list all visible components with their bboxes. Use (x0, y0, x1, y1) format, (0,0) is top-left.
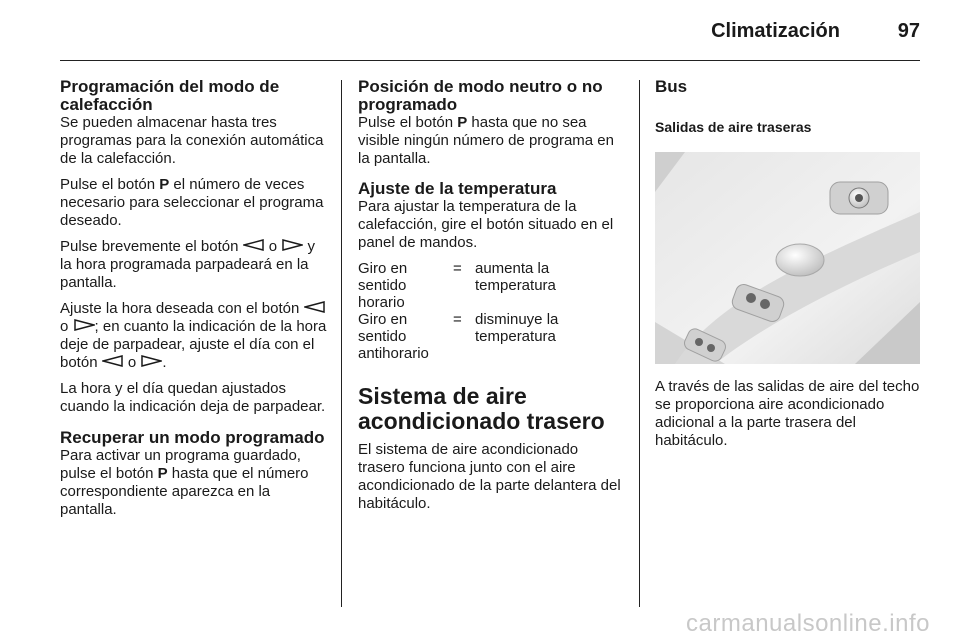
text: Pulse el botón (358, 114, 458, 131)
table-cell: aumenta la temperatura (475, 260, 556, 294)
paragraph: Para ajustar la temperatura de la calefacción, gire el botón situado en el panel de mandos. (358, 198, 614, 251)
button-p-label: P (159, 176, 170, 193)
text: Para activar un programa guardado, pulse el botón (60, 447, 301, 483)
text: Ajuste la hora deseada con el botón (60, 300, 304, 318)
table-cell: = (453, 311, 462, 328)
paragraph: La hora y el día quedan ajustados cuando la indicación deja de parpadear. (60, 380, 326, 416)
chapter-title: Climatización (711, 20, 840, 42)
paragraph (60, 447, 330, 519)
page-number: 97 (897, 20, 920, 42)
text: y la hora programada parpadeará en la pantalla. (60, 238, 315, 292)
triangle-right-icon (140, 354, 162, 372)
section-heading-large: Sistema de aire acondicionado trasero (358, 383, 605, 434)
section-heading: Recuperar un modo programado (60, 428, 325, 448)
text: Pulse el botón (60, 176, 160, 193)
text: ; en cuanto la indicación de la hora deje de parpadear, ajuste el día con el botón (60, 318, 327, 372)
section-heading: Posición de modo neutro o no programado (358, 77, 603, 114)
watermark: carmanualsonline.info (686, 610, 930, 637)
text: el número de veces necesario para seleccionar el programa deseado. (60, 176, 324, 229)
section-heading: Programación del modo de calefacción (60, 77, 280, 114)
text: o (60, 318, 73, 336)
triangle-left-icon (304, 300, 326, 318)
button-p-label: P (157, 465, 168, 483)
text: o (264, 238, 282, 255)
table-cell: = (453, 260, 462, 277)
button-p-label: P (457, 114, 468, 131)
paragraph: A través de las salidas de aire del techo se proporciona aire acondicionado adicional a la parte trasera del habitáculo. (655, 378, 920, 449)
triangle-right-icon (73, 318, 95, 336)
paragraph (358, 114, 623, 168)
text: hasta que no sea visible ningún número de programa en la pantalla. (358, 114, 614, 167)
column-1 (60, 78, 330, 527)
temperature-table (358, 260, 623, 362)
table-cell: disminuye la temperatura (475, 311, 559, 345)
text: Pulse brevemente el botón (60, 238, 243, 255)
text: hasta que el número correspondiente aparezca en la pantalla. (60, 465, 309, 519)
column-divider (341, 80, 342, 607)
triangle-left-icon (243, 238, 265, 256)
column-divider (639, 80, 640, 607)
column-2 (358, 78, 623, 521)
paragraph (60, 300, 330, 372)
section-heading: Ajuste de la temperatura (358, 179, 557, 198)
triangle-left-icon (102, 354, 124, 372)
rear-air-vents-illustration (655, 152, 920, 364)
paragraph: Se pueden almacenar hasta tres programas para la conexión automática de la calefacción. (60, 114, 324, 167)
header-rule (60, 60, 920, 61)
subsection-heading: Salidas de aire traseras (655, 119, 812, 135)
section-heading: Bus (655, 77, 688, 96)
table-cell: Giro en sentido horario (358, 260, 408, 311)
paragraph (60, 238, 330, 292)
text: o (123, 354, 141, 372)
table-cell: Giro en sentido antihorario (358, 311, 429, 362)
column-3 (655, 78, 920, 458)
text: . (162, 354, 167, 372)
triangle-right-icon (281, 238, 303, 256)
paragraph (60, 176, 330, 230)
page-header (0, 0, 960, 60)
paragraph: El sistema de aire acondicionado trasero funciona junto con el aire acondicionado de la parte delantera del habitáculo. (358, 441, 621, 512)
